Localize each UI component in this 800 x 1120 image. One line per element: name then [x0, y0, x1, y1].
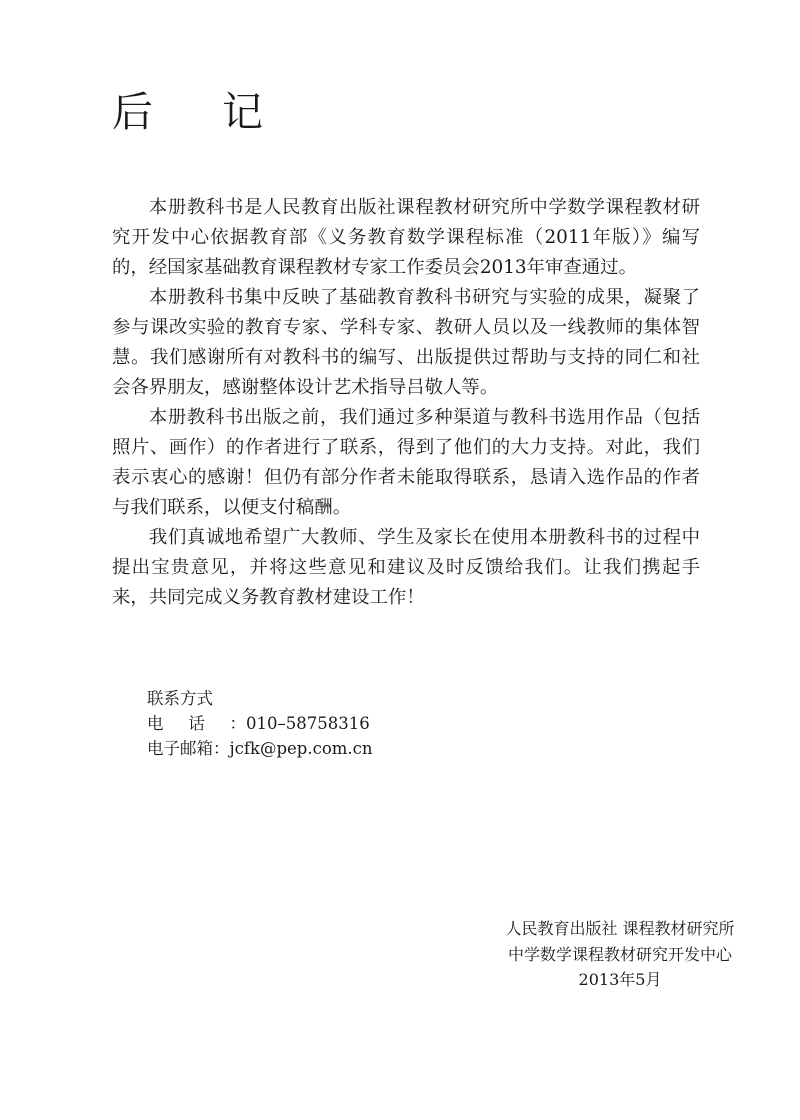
contact-heading: 联系方式 — [147, 689, 213, 708]
paragraph-2: 本册教科书集中反映了基础教育教科书研究与实验的成果，凝聚了参与课改实验的教育专家、学科专家、教研人员以及一线教师的集体智慧。我们感谢所有对教科书的编写、出版提供过帮助与支持的同仁和社会各界朋友，感谢整体设计艺术指导吕敬人等。 — [112, 287, 700, 398]
afterword-body — [112, 193, 700, 613]
contact-phone-line — [147, 711, 547, 736]
paragraph-1: 本册教科书是人民教育出版社课程教材研究所中学数学课程教材研究开发中心依据教育部《义务教育数学课程标准（2011年版）》编写的，经国家基础教育课程教材专家工作委员会2013年审查通过。 — [112, 197, 700, 278]
paragraph-3: 本册教科书出版之前，我们通过多种渠道与教科书选用作品（包括照片、画作）的作者进行了联系，得到了他们的大力支持。对此，我们表示衷心的感谢！但仍有部分作者未能取得联系，恳请入选作品的作者与我们联系，以便支付稿酬。 — [112, 407, 700, 518]
contact-info — [147, 686, 547, 761]
phone-separator: ： — [229, 714, 246, 733]
contact-email-line — [147, 736, 547, 761]
publication-date: 2013年5月 — [578, 970, 662, 989]
publisher-signature — [490, 916, 750, 993]
phone-label: 电话 — [147, 714, 230, 733]
email-label: 电子邮箱 — [147, 739, 213, 758]
email-separator: ： — [213, 739, 230, 758]
phone-value: 010–58758316 — [246, 714, 370, 733]
publisher-name: 人民教育出版社 课程教材研究所 — [505, 919, 735, 938]
paragraph-4: 我们真诚地希望广大教师、学生及家长在使用本册教科书的过程中提出宝贵意见，并将这些意见和建议及时反馈给我们。让我们携起手来，共同完成义务教育教材建设工作！ — [112, 527, 700, 608]
page-title: 后 记 — [112, 88, 292, 136]
email-value: jcfk@pep.com.cn — [229, 739, 373, 758]
publisher-center: 中学数学课程教材研究开发中心 — [507, 944, 732, 964]
